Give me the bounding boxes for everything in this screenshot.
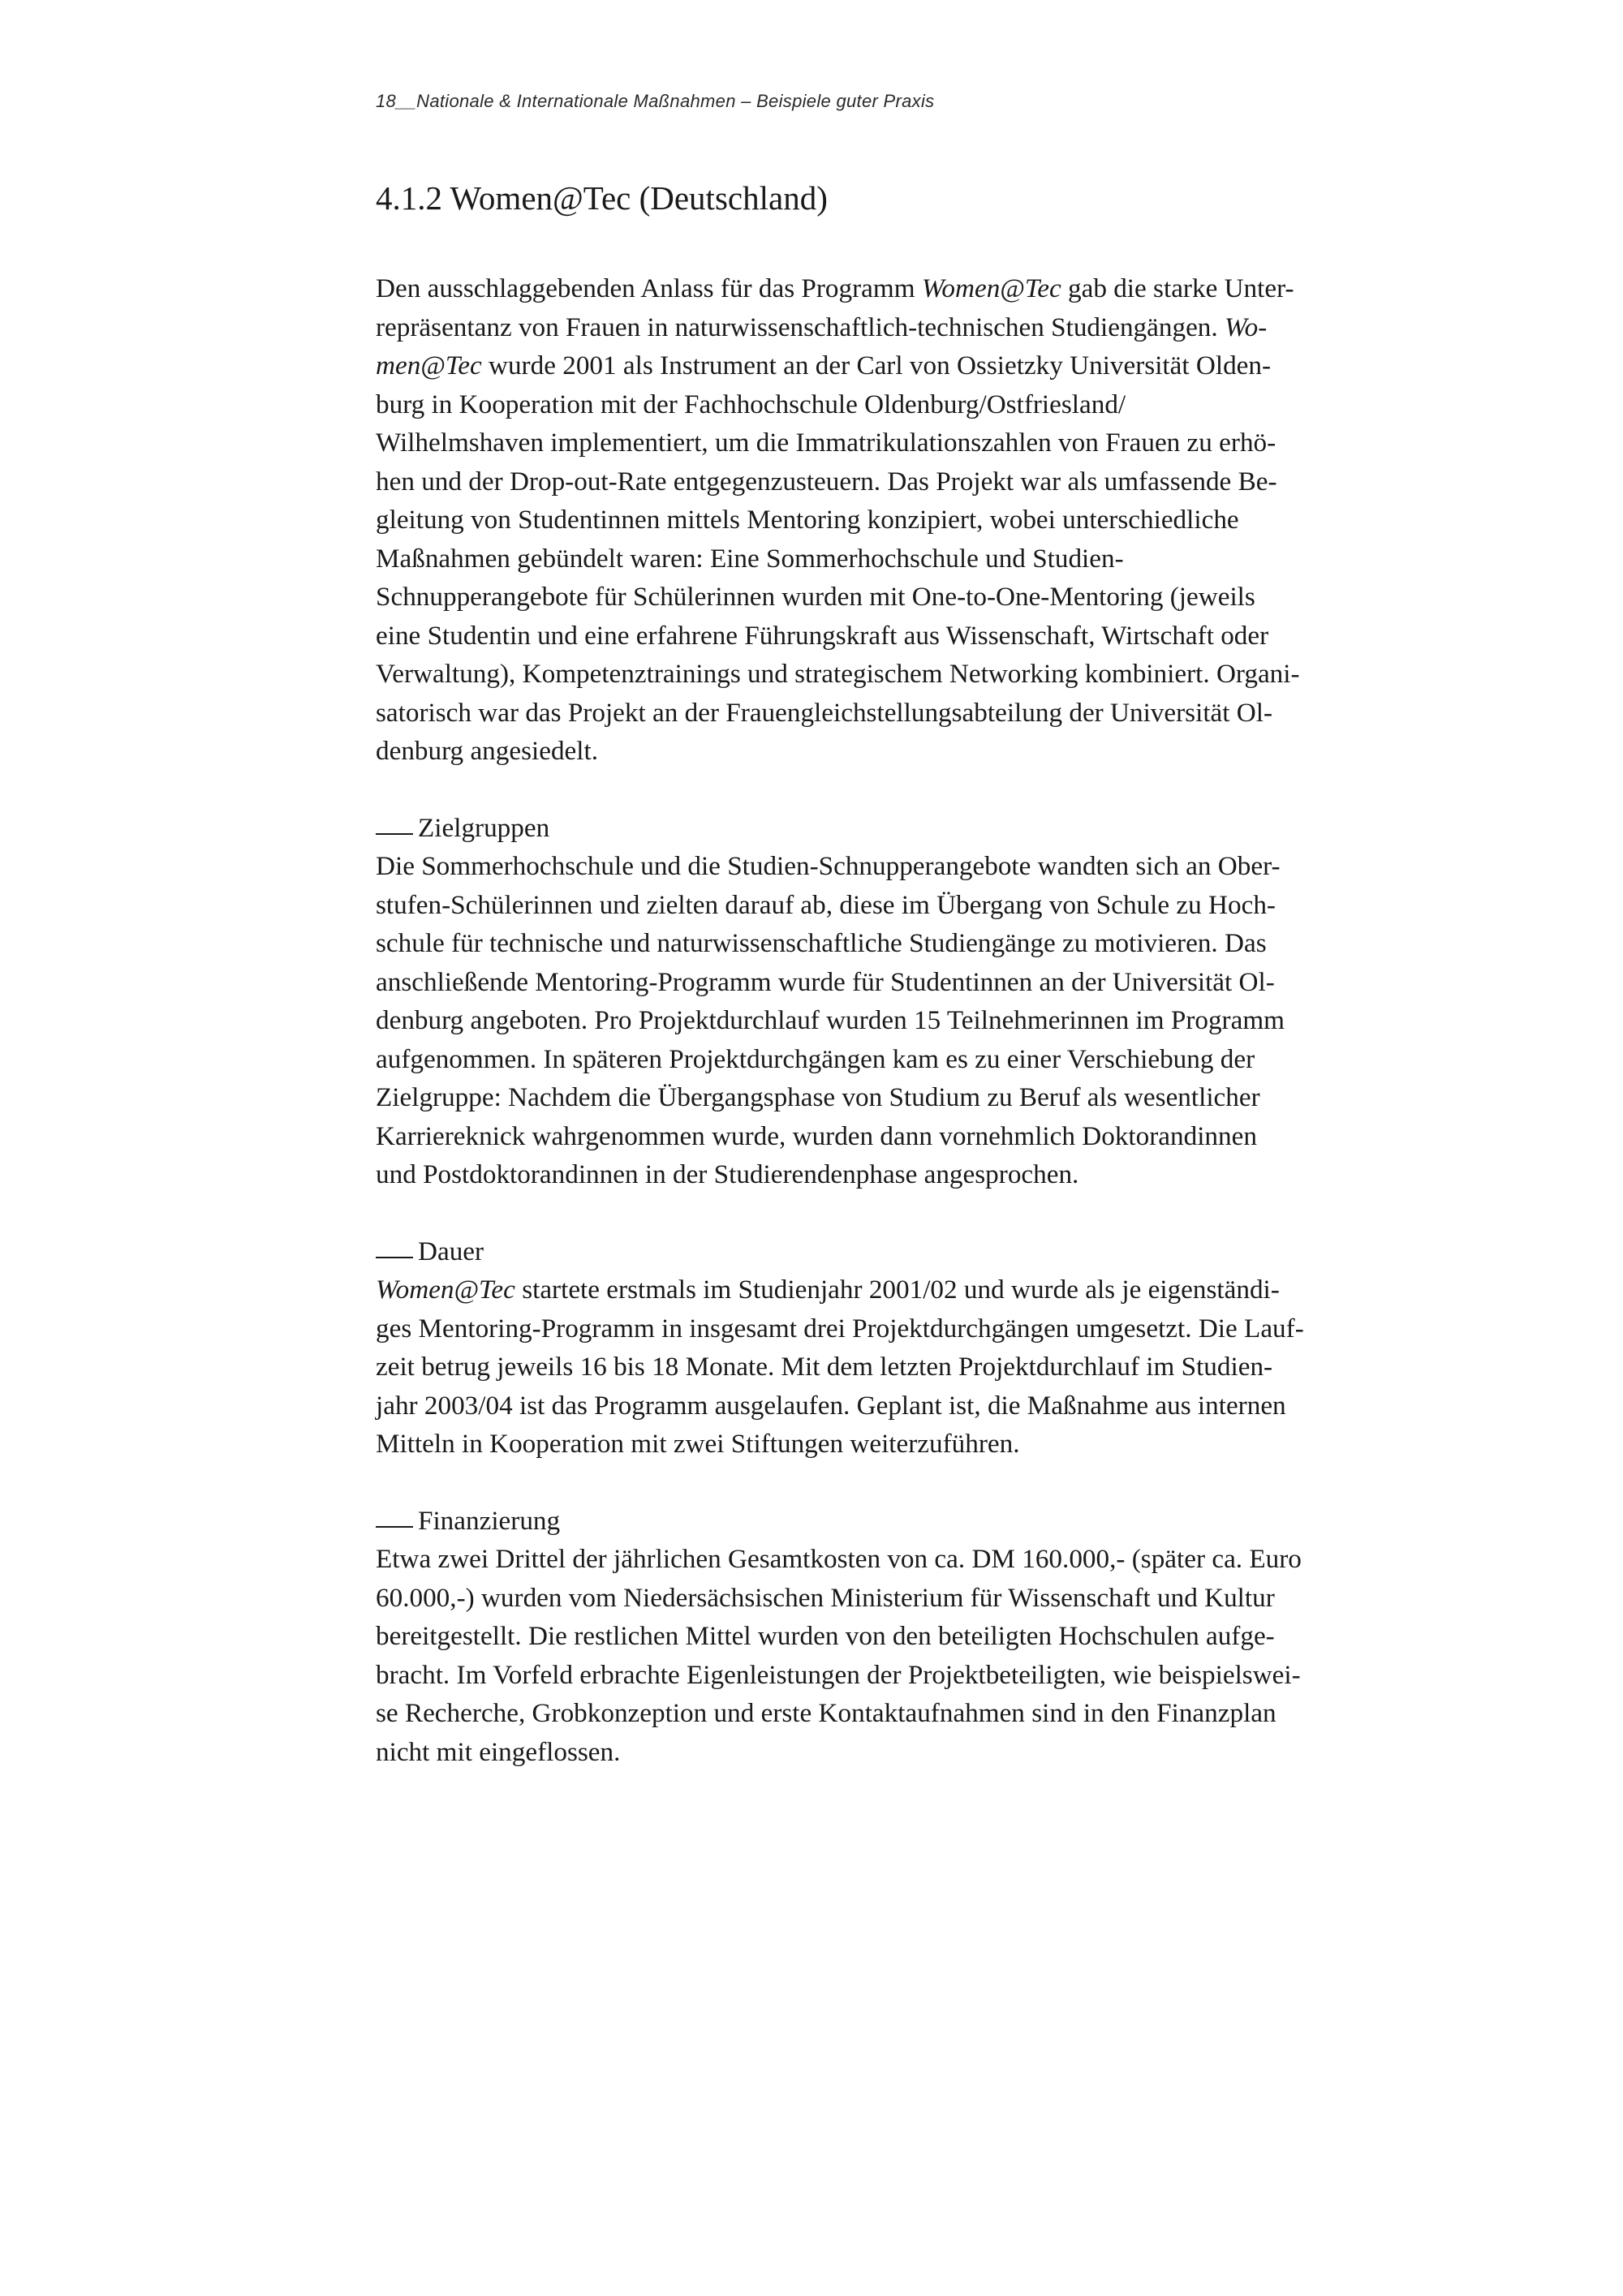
- text-line: se Recherche, Grobkonzeption und erste Kontaktaufnahmen sind in den Finanzplan: [376, 1698, 1276, 1728]
- dauer-section: [376, 1232, 1470, 1464]
- text-line: aufgenommen. In späteren Projektdurchgängen kam es zu einer Verschiebung der: [376, 1043, 1255, 1074]
- text-line: ges Mentoring-Programm in insgesamt drei Projektdurchgängen umgesetzt. Die Lauf-: [376, 1313, 1304, 1344]
- text-line: Verwaltung), Kompetenztrainings und strategischem Networking kombiniert. Organi-: [376, 659, 1300, 689]
- intro-paragraph: [376, 269, 1470, 771]
- text-line: schule für technische und naturwissenschaftliche Studiengänge zu motivieren. Das: [376, 928, 1267, 958]
- dauer-heading: Dauer: [376, 1232, 1470, 1271]
- section-title: 4.1.2 Women@Tec (Deutschland): [376, 179, 828, 217]
- text-line: bracht. Im Vorfeld erbrachte Eigenleistungen der Projektbeteiligten, wie beispielswei-: [376, 1659, 1301, 1690]
- text-line: hen und der Drop-out-Rate entgegenzusteuern. Das Projekt war als umfassende Be-: [376, 466, 1277, 497]
- text-line: Etwa zwei Drittel der jährlichen Gesamtkosten von ca. DM 160.000,- (später ca. Euro: [376, 1544, 1302, 1574]
- text-line: denburg angeboten. Pro Projektdurchlauf wurden 15 Teilnehmerinnen im Programm: [376, 1005, 1285, 1035]
- text-line: men@Tec wurde 2001 als Instrument an der Carl von Ossietzky Universität Olden-: [376, 350, 1272, 381]
- text-line: stufen-Schülerinnen und zielten darauf ab, diese im Übergang von Schule zu Hoch-: [376, 889, 1276, 920]
- text-line: eine Studentin und eine erfahrene Führungskraft aus Wissenschaft, Wirtschaft oder: [376, 620, 1269, 651]
- text-line: Wilhelmshaven implementiert, um die Immatrikulationszahlen von Frauen zu erhö-: [376, 428, 1276, 458]
- finanzierung-heading: Finanzierung: [376, 1502, 1470, 1541]
- text-line: Karriereknick wahrgenommen wurde, wurden dann vornehmlich Doktorandinnen: [376, 1120, 1257, 1151]
- finanzierung-paragraph: [376, 1540, 1470, 1771]
- text-line: nicht mit eingeflossen.: [376, 1736, 621, 1767]
- heading-rule: [376, 1526, 413, 1528]
- zielgruppen-heading: Zielgruppen: [376, 809, 1470, 848]
- text-line: anschließende Mentoring-Programm wurde für Studentinnen an der Universität Ol-: [376, 966, 1275, 997]
- text-line: Den ausschlaggebenden Anlass für das Programm Women@Tec gab die starke Unter-: [376, 273, 1294, 303]
- text-line: Zielgruppe: Nachdem die Übergangsphase von Studium zu Beruf als wesentlicher: [376, 1082, 1260, 1112]
- text-line: Mitteln in Kooperation mit zwei Stiftungen weiterzuführen.: [376, 1429, 1020, 1459]
- text-line: repräsentanz von Frauen in naturwissenschaftlich-technischen Studiengängen. Wo-: [376, 312, 1268, 342]
- zielgruppen-paragraph: [376, 847, 1470, 1194]
- text-line: bereitgestellt. Die restlichen Mittel wurden von den beteiligten Hochschulen aufge-: [376, 1621, 1275, 1651]
- finanzierung-section: [376, 1502, 1470, 1772]
- text-line: Women@Tec startete erstmals im Studienjahr 2001/02 und wurde als je eigenständi-: [376, 1275, 1280, 1305]
- text-line: gleitung von Studentinnen mittels Mentoring konzipiert, wobei unterschiedliche: [376, 505, 1239, 535]
- page-content: [376, 177, 1470, 1771]
- text-line: Die Sommerhochschule und die Studien-Schnupperangebote wandten sich an Ober-: [376, 851, 1281, 881]
- text-line: denburg angesiedelt.: [376, 736, 599, 766]
- heading-rule: [376, 1257, 413, 1258]
- text-line: jahr 2003/04 ist das Programm ausgelaufen. Geplant ist, die Maßnahme aus internen: [376, 1390, 1286, 1421]
- running-header: 18__Nationale & Internationale Maßnahmen – Beispiele guter Praxis: [376, 91, 935, 111]
- text-line: burg in Kooperation mit der Fachhochschule Oldenburg/Ostfriesland/: [376, 389, 1126, 419]
- text-line: 60.000,-) wurden vom Niedersächsischen Ministerium für Wissenschaft und Kultur: [376, 1582, 1275, 1613]
- text-line: und Postdoktorandinnen in der Studierendenphase angesprochen.: [376, 1159, 1079, 1189]
- dauer-paragraph: [376, 1271, 1470, 1464]
- heading-rule: [376, 833, 413, 835]
- text-line: Maßnahmen gebündelt waren: Eine Sommerhochschule und Studien-: [376, 543, 1124, 574]
- text-line: satorisch war das Projekt an der Frauengleichstellungsabteilung der Universität Ol-: [376, 697, 1273, 728]
- zielgruppen-section: [376, 809, 1470, 1194]
- text-line: Schnupperangebote für Schülerinnen wurden mit One-to-One-Mentoring (jeweils: [376, 582, 1255, 612]
- text-line: zeit betrug jeweils 16 bis 18 Monate. Mit dem letzten Projektdurchlauf im Studien-: [376, 1352, 1273, 1382]
